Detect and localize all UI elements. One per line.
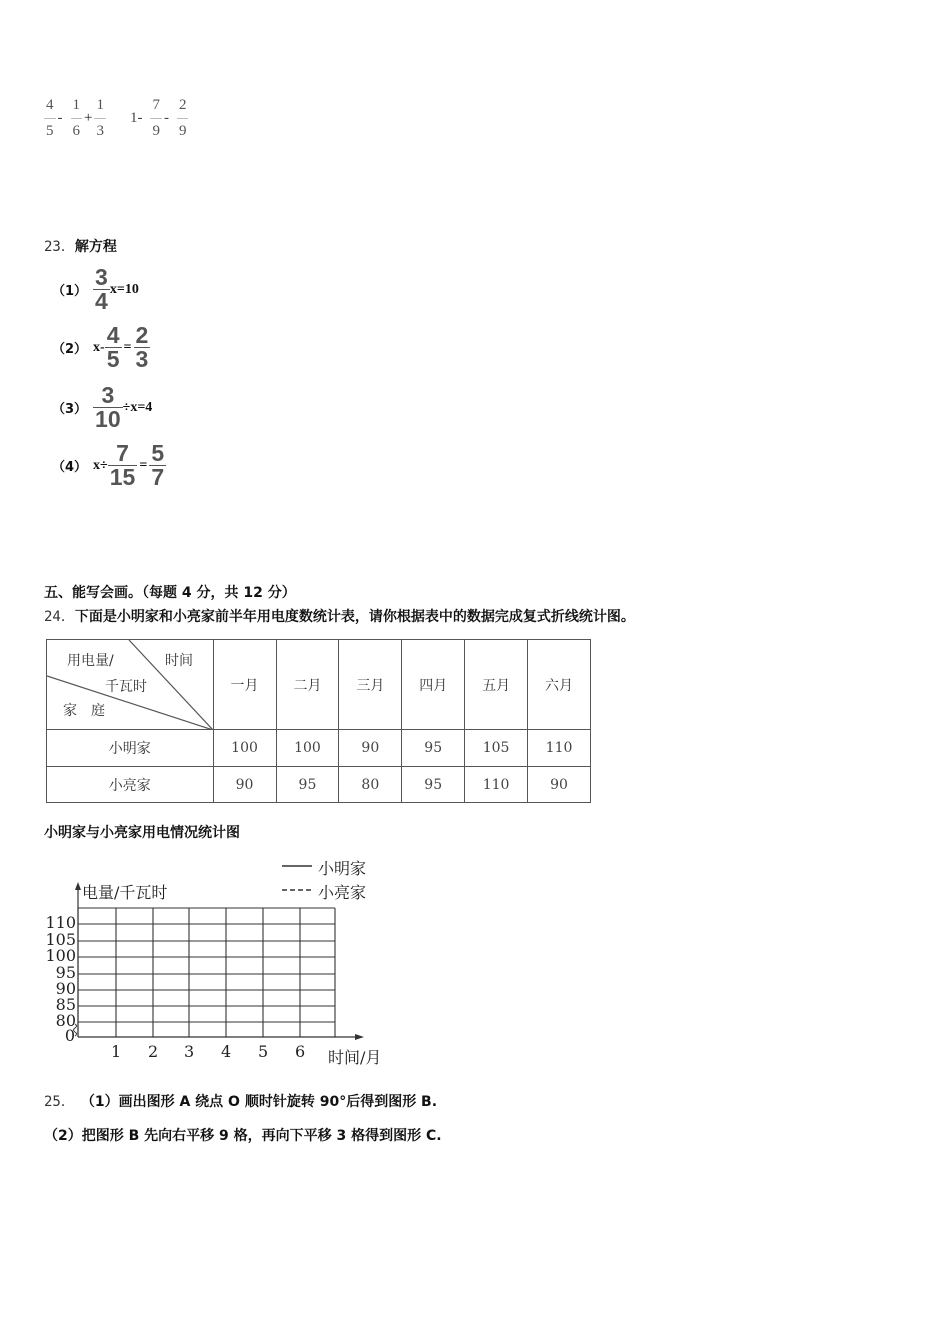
table-corner-header: 用电量/ 时间 千瓦时 家 庭 <box>47 640 214 730</box>
fraction: $\frac{2}{9}$ <box>178 97 187 139</box>
table-cell: 90 <box>213 767 276 803</box>
question-23-header <box>44 236 117 256</box>
table-cell: 100 <box>276 730 339 767</box>
y-tick: 100 <box>45 946 76 965</box>
question-24-text: 24． 下面是小明家和小亮家前半年用电度数统计表，请你根据表中的数据完成复式折线统计图。 <box>44 606 635 626</box>
operator: + <box>84 110 93 126</box>
table-cell: 105 <box>465 730 528 767</box>
fraction: $\frac{7}{9}$ <box>152 97 160 139</box>
fraction: $\frac{3}{10}$ <box>95 382 121 432</box>
fraction: $\frac{5}{7}$ <box>151 440 165 490</box>
x-tick: 6 <box>295 1042 306 1061</box>
equation-1: （1） $\frac{3}{4}$ x=10 <box>52 264 139 314</box>
calc-expressions <box>44 98 188 139</box>
family-name: 小亮家 <box>47 767 214 803</box>
table-cell: 90 <box>339 730 402 767</box>
question-title: 解方程 <box>74 239 117 255</box>
y-tick: 0 <box>64 1026 75 1045</box>
legend-label: 小明家 <box>318 859 367 878</box>
table-cell: 95 <box>402 767 465 803</box>
y-tick: 85 <box>55 995 76 1014</box>
y-axis-label: 电量/千瓦时 <box>82 883 168 902</box>
y-tick: 95 <box>55 963 76 982</box>
equation-2: （2） x- $\frac{4}{5}$ = $\frac{2}{3}$ <box>52 322 149 372</box>
table-cell: 95 <box>402 730 465 767</box>
x-axis-arrow-icon <box>355 1034 364 1040</box>
fraction: $\frac{1}{6}$ <box>72 97 80 139</box>
equation-3: （3） $\frac{3}{10}$ ÷x=4 <box>52 382 153 432</box>
table-cell: 110 <box>528 730 591 767</box>
question-number: 25． <box>44 1094 75 1110</box>
operator: - <box>163 110 169 126</box>
fraction: $\frac{4}{5}$ <box>106 322 120 372</box>
question-number: 23． <box>44 239 75 255</box>
section-heading: 五、能写会画。（每题 4 分，共 12 分） <box>44 585 296 601</box>
fraction: $\frac{7}{15}$ <box>109 440 136 490</box>
x-tick: 1 <box>111 1042 122 1061</box>
table-cell: 80 <box>339 767 402 803</box>
table-row <box>47 730 591 767</box>
y-tick: 90 <box>55 979 76 998</box>
equation-4: （4） x÷ $\frac{7}{15}$ = $\frac{5}{7}$ <box>52 440 165 490</box>
table-cell: 110 <box>465 767 528 803</box>
x-tick: 2 <box>148 1042 159 1061</box>
table-cell: 95 <box>276 767 339 803</box>
y-axis-arrow-icon <box>75 882 81 890</box>
family-name: 小明家 <box>47 730 214 767</box>
question-25-line2: （2）把图形 B 先向右平移 9 格，再向下平移 3 格得到图形 C. <box>44 1128 442 1144</box>
line-chart <box>40 852 400 1067</box>
question-number: 24． <box>44 609 75 625</box>
x-tick: 5 <box>258 1042 269 1061</box>
month-header: 三月 <box>339 640 402 730</box>
expression-lead: 1- <box>129 110 143 126</box>
legend-label: 小亮家 <box>318 883 367 902</box>
month-header: 五月 <box>465 640 528 730</box>
y-tick: 110 <box>45 913 76 932</box>
x-tick: 3 <box>184 1042 195 1061</box>
month-header: 一月 <box>213 640 276 730</box>
table-row <box>47 767 591 803</box>
table-cell: 100 <box>213 730 276 767</box>
fraction: $\frac{4}{5}$ <box>46 97 54 139</box>
y-tick: 105 <box>45 930 76 949</box>
fraction: $\frac{3}{4}$ <box>95 264 108 314</box>
fraction: $\frac{2}{3}$ <box>135 322 149 372</box>
month-header: 四月 <box>402 640 465 730</box>
fraction: $\frac{1}{3}$ <box>96 97 104 139</box>
x-axis-label: 时间/月 <box>328 1048 382 1067</box>
question-25-line1: 25． （1）画出图形 A 绕点 O 顺时针旋转 90°后得到图形 B. <box>44 1091 437 1111</box>
electricity-table <box>46 639 591 803</box>
month-header: 六月 <box>528 640 591 730</box>
x-tick: 4 <box>221 1042 232 1061</box>
operator: - <box>57 110 63 126</box>
chart-title: 小明家与小亮家用电情况统计图 <box>44 825 240 841</box>
y-tick: 80 <box>55 1011 76 1030</box>
table-cell: 90 <box>528 767 591 803</box>
month-header: 二月 <box>276 640 339 730</box>
